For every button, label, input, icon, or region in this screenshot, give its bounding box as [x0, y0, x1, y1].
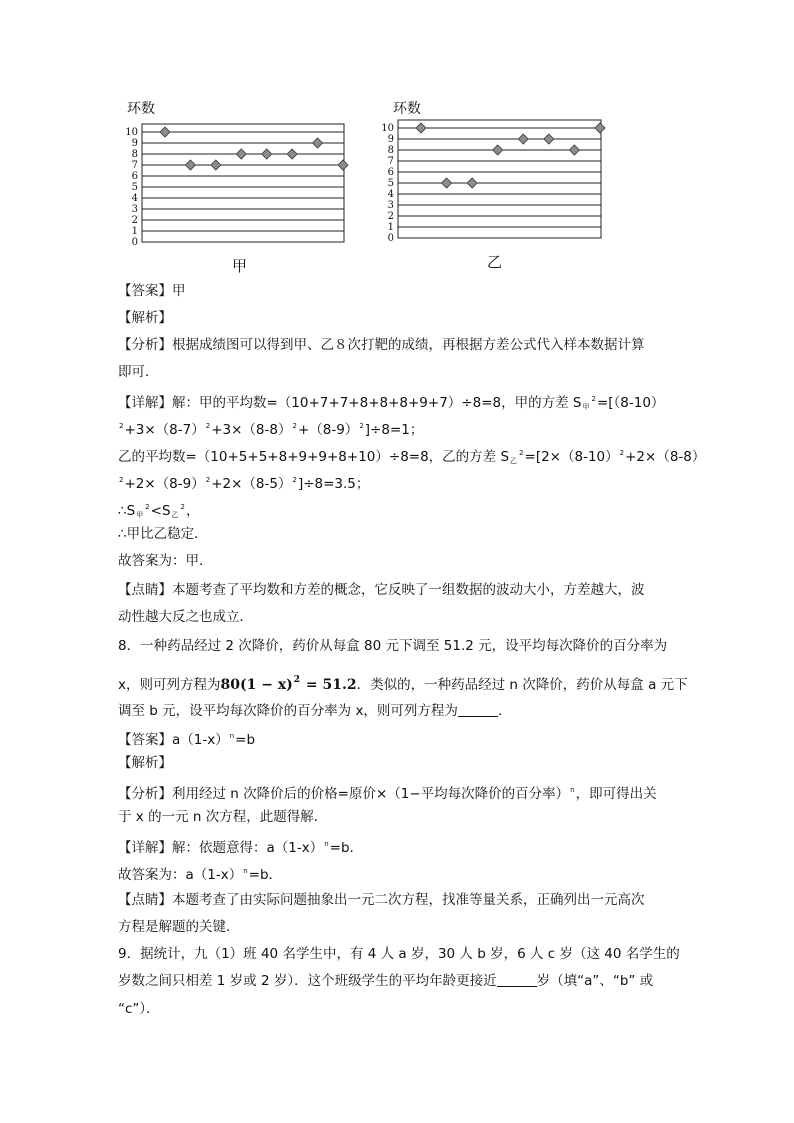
y-tick-label: 10	[125, 127, 138, 138]
dianjing-text: 方程是解题的关键．	[118, 919, 240, 935]
fenxi-text-2: 即可．	[118, 364, 159, 380]
formula-base: 80(1 − x)	[220, 677, 293, 693]
detail-text: +2×（8-9）	[124, 476, 205, 492]
superscript: 2	[119, 476, 124, 484]
superscript: 2	[119, 422, 124, 430]
answer-text: 甲	[172, 283, 186, 299]
question-text: 调至 b 元，设平均每次降价的百分率为 x，则可列方程为	[118, 703, 458, 719]
y-tick-label: 0	[387, 233, 394, 244]
q7-detail-1	[118, 389, 664, 417]
detail-text: +3×（8-8）	[211, 422, 292, 438]
conclusion-text: ∴S	[118, 503, 136, 519]
conclusion-text: ∴甲比乙稳定．	[118, 526, 208, 542]
chart-yi-ylabel: 环数	[393, 101, 421, 117]
question-text: ．	[497, 703, 512, 719]
y-tick-label: 10	[381, 123, 394, 134]
data-point	[442, 178, 452, 188]
detail-text: =[（8-10）	[596, 395, 665, 411]
y-tick-label: 7	[387, 156, 394, 167]
fenxi-text: 于 x 的一元 n 次方程，此题得解．	[118, 809, 328, 825]
y-tick-label: 3	[131, 204, 138, 215]
answer-blank[interactable]	[458, 702, 498, 717]
q8-stem-1	[118, 636, 667, 656]
question-text: “c”）．	[118, 1001, 160, 1017]
dianjing-text: 本题考查了由实际问题抽象出一元二次方程，找准等量关系，正确列出一元高次	[172, 892, 645, 908]
y-tick-label: 4	[387, 189, 394, 200]
detail-tag: 【详解】	[118, 840, 172, 856]
chart-yi-title: 乙	[487, 253, 503, 271]
y-tick-label: 8	[131, 149, 138, 160]
y-tick-label: 5	[387, 178, 394, 189]
q8-fenxi-2	[118, 807, 327, 827]
y-tick-label: 9	[131, 138, 138, 149]
formula	[221, 677, 357, 693]
detail-text: =b．	[329, 840, 364, 856]
y-tick-label: 9	[387, 134, 394, 145]
subscript: 甲	[136, 511, 144, 519]
q7-answer	[118, 281, 186, 301]
y-tick-label: 0	[131, 237, 138, 248]
dianjing-text: 本题考查了平均数和方差的概念，它反映了一组数据的波动大小，方差越大，波	[172, 582, 645, 598]
q7-fenxi	[118, 335, 645, 355]
superscript: 2	[519, 449, 524, 457]
answer-text: a（1-x）	[172, 732, 229, 748]
q8-detail	[118, 834, 363, 858]
q8-dianjing-2	[118, 917, 240, 937]
q8-fenxi-1	[118, 780, 657, 804]
q9-stem-3	[118, 999, 160, 1019]
answer-text: =b	[235, 732, 256, 748]
data-point	[544, 134, 554, 144]
subscript: 甲	[582, 403, 590, 411]
q8-dianjing-1	[118, 890, 645, 910]
q7-analysis-tag	[118, 308, 172, 328]
y-tick-label: 4	[131, 193, 138, 204]
detail-tag: 【详解】	[118, 395, 172, 411]
fenxi-text: 利用经过 n 次降价后的价格=原价×（1−平均每次降价的百分率）	[172, 786, 570, 802]
q8-stem-3	[118, 701, 511, 721]
question-text: ．类似的，一种药品经过 n 次降价，药价从每盒 a 元下	[356, 677, 688, 693]
detail-text: =[2×（8-10）	[524, 449, 619, 465]
data-point	[493, 145, 503, 155]
superscript: n	[243, 867, 248, 875]
superscript: 2	[619, 449, 625, 457]
conclusion-text: <S	[150, 503, 171, 519]
detail-text: +3×（8-7）	[124, 422, 205, 438]
q9-stem-1	[118, 944, 680, 964]
fenxi-text: ，即可得出关	[575, 786, 657, 802]
q8-final	[118, 861, 282, 885]
answer-tag: 【答案】	[118, 283, 172, 299]
answer-blank[interactable]	[497, 972, 537, 987]
final-answer: 故答案为：a（1-x）	[118, 867, 243, 883]
conclusion-text: ，	[186, 503, 200, 519]
y-tick-label: 2	[387, 211, 394, 222]
y-tick-label: 6	[131, 171, 138, 182]
chart-jia-ylabel: 环数	[127, 101, 155, 117]
y-tick-label: 6	[387, 167, 394, 178]
y-tick-label: 1	[131, 226, 138, 237]
dianjing-text: 动性越大反之也成立．	[118, 609, 253, 625]
question-text: 8．一种药品经过 2 次降价，药价从每盒 80 元下调至 51.2 元，设平均每次降价的百分率为	[118, 638, 668, 654]
data-point	[467, 178, 477, 188]
y-tick-label: 1	[387, 222, 394, 233]
plot-frame	[398, 120, 601, 238]
analysis-tag: 【解析】	[118, 755, 172, 771]
y-tick-label: 7	[131, 160, 138, 171]
superscript: 2	[205, 422, 211, 430]
q7-dianjing-1	[118, 580, 645, 600]
q8-stem-2	[118, 670, 688, 695]
analysis-tag: 【解析】	[118, 310, 172, 326]
q7-conclusion-1	[118, 497, 200, 525]
detail-text: 解：依题意得：a（1-x）	[172, 840, 324, 856]
question-text: 岁（填“a”、“b” 或	[536, 973, 654, 989]
fenxi-tag: 【分析】	[118, 786, 172, 802]
superscript: n	[570, 786, 575, 794]
q9-stem-2	[118, 971, 653, 991]
final-answer: =b．	[248, 867, 283, 883]
question-text: 9．据统计，九（1）班 40 名学生中，有 4 人 a 岁，30 人 b 岁，6 人 c 岁（这 40 名学生的	[118, 946, 680, 962]
detail-text: +（8-9）	[297, 422, 359, 438]
fenxi-tag: 【分析】	[118, 337, 172, 353]
detail-text: 乙的平均数=（10+5+5+8+9+9+8+10）÷8=8，乙的方差 S	[118, 449, 510, 465]
q7-detail-4	[118, 470, 369, 494]
y-tick-label: 8	[387, 145, 394, 156]
superscript: 2	[292, 422, 297, 430]
superscript: 2	[205, 476, 211, 484]
q7-final	[118, 551, 213, 571]
chart-jia-title: 甲	[232, 257, 248, 275]
q7-dianjing-2	[118, 607, 253, 627]
data-point	[518, 134, 528, 144]
superscript: n	[324, 840, 329, 848]
dianjing-tag: 【点睛】	[118, 892, 172, 908]
y-tick-label: 5	[131, 182, 138, 193]
formula-exponent: 2	[293, 675, 301, 685]
question-text: x，则可列方程为	[118, 677, 221, 693]
superscript: 2	[180, 503, 185, 511]
data-point	[569, 145, 579, 155]
detail-text: ]÷8=1；	[364, 422, 424, 438]
superscript: n	[229, 732, 235, 740]
answer-tag: 【答案】	[118, 732, 172, 748]
detail-text: 解：甲的平均数=（10+7+7+8+8+8+9+7）÷8=8，甲的方差 S	[172, 395, 582, 411]
fenxi-text: 根据成绩图可以得到甲、乙８次打靶的成绩，再根据方差公式代入样本数据计算	[172, 337, 645, 353]
formula-rhs: = 51.2	[301, 677, 357, 693]
final-answer: 故答案为：甲．	[118, 553, 213, 569]
dianjing-tag: 【点睛】	[118, 582, 172, 598]
question-text: 岁数之间只相差 1 岁或 2 岁）．这个班级学生的平均年龄更接近	[118, 973, 497, 989]
subscript: 乙	[171, 511, 179, 519]
detail-text: +2×（8-5）	[211, 476, 292, 492]
subscript: 乙	[510, 457, 518, 465]
superscript: 2	[292, 476, 297, 484]
q7-detail-3	[118, 443, 705, 471]
data-point	[416, 123, 426, 133]
superscript: 2	[591, 395, 596, 403]
superscript: 2	[359, 422, 364, 430]
q8-analysis-tag	[118, 753, 172, 773]
q8-answer	[118, 726, 255, 750]
y-tick-label: 3	[387, 200, 394, 211]
y-tick-label: 2	[131, 215, 138, 226]
superscript: 2	[145, 503, 150, 511]
q7-detail-2	[118, 416, 423, 440]
data-point	[595, 123, 605, 133]
q7-fenxi-2	[118, 362, 159, 382]
detail-text: ]÷8=3.5；	[297, 476, 370, 492]
q7-conclusion-2	[118, 524, 208, 544]
detail-text: +2×（8-8）	[625, 449, 706, 465]
